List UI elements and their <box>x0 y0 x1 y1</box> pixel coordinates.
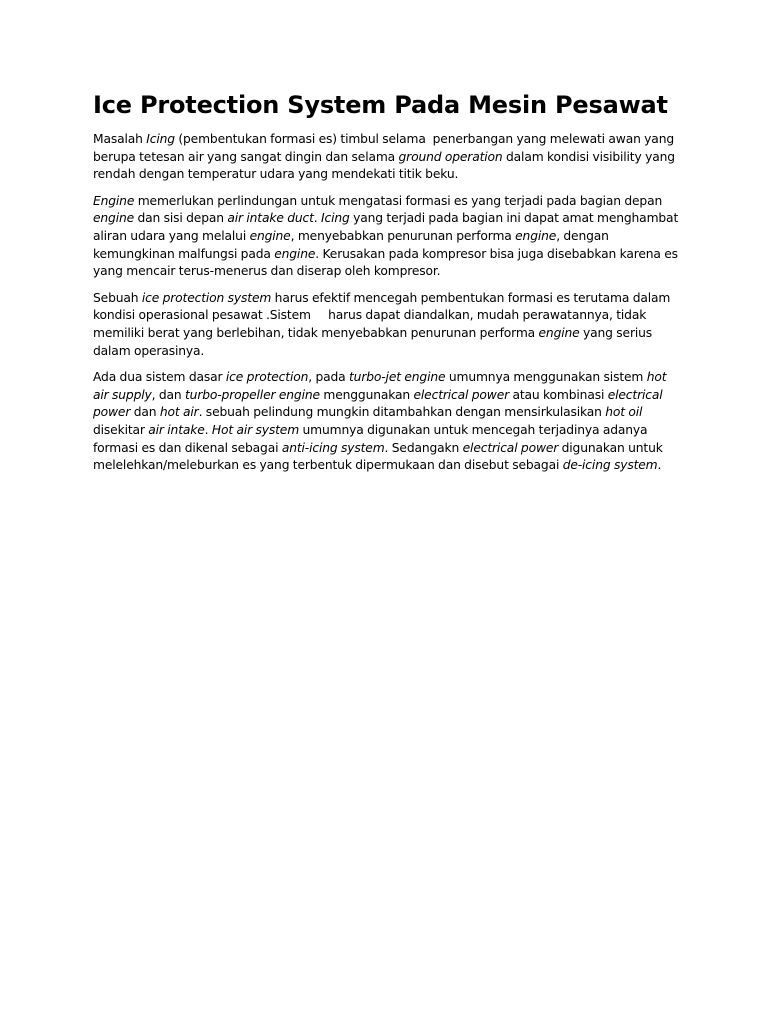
text-run: digunakan untuk melelehkan/meleburkan es yang terbentuk dipermukaan dan disebut sebagai <box>93 440 667 473</box>
text-run: . Kerusakan pada kompresor bisa juga disebabkan karena es yang mencair terus-menerus dan diserap oleh kompresor. <box>93 246 682 279</box>
italic-term: ice protection <box>225 370 309 385</box>
text-run: umumnya digunakan untuk mencegah terjadinya adanya formasi es dan dikenal sebagai <box>93 422 651 455</box>
italic-term: engine <box>274 246 316 261</box>
italic-term: engine <box>515 228 557 243</box>
italic-term: engine <box>538 325 580 340</box>
text-run: . <box>313 211 322 226</box>
text-run: menggunakan <box>319 387 414 402</box>
document-page <box>93 86 683 484</box>
text-run: harus efektif mencegah pembentukan formasi es terutama dalam kondisi operasional pesawat .Sistem harus dapat diandalkan, mudah perawatannya, tidak memiliki berat yang berlebihan, tidak menyebabkan penurunan performa <box>93 290 674 340</box>
italic-term: electrical power <box>413 387 510 402</box>
text-run: dalam kondisi visibility yang rendah dengan temperatur udara yang mendekati titik beku. <box>93 149 679 182</box>
text-run: yang terjadi pada bagian ini dapat amat menghambat aliran udara yang melalui <box>93 211 682 243</box>
italic-term: engine <box>249 228 291 243</box>
italic-term: turbo-propeller engine <box>185 387 320 402</box>
text-run: , pada <box>308 370 350 385</box>
paragraph-system-requirements <box>93 290 683 360</box>
paragraph-engine-protection <box>93 193 683 281</box>
italic-term: Engine <box>93 193 135 208</box>
text-run: . sebuah pelindung mungkin ditambahkan dengan mensirkulasikan <box>198 405 606 420</box>
document-body <box>93 131 683 475</box>
text-run: . <box>204 422 212 437</box>
text-run: . <box>657 458 662 473</box>
italic-term: air intake duct <box>227 211 314 226</box>
text-run: (pembentukan formasi es) timbul selama penerbangan yang melewati awan yang berupa tetesan air yang sangat dingin dan selama <box>93 132 678 164</box>
paragraph-icing-intro <box>93 131 683 184</box>
text-run: umumnya menggunakan sistem <box>445 370 647 385</box>
italic-term: air intake <box>148 422 205 437</box>
text-run: yang serius dalam operasinya. <box>93 325 656 358</box>
italic-term: Icing <box>321 211 350 226</box>
text-run: , dengan kemungkinan malfungsi pada <box>93 228 613 261</box>
text-run: Ada dua sistem dasar <box>93 370 226 385</box>
italic-term: Hot air system <box>211 422 300 437</box>
paragraph-basic-systems <box>93 369 683 475</box>
text-run: . Sedangakn <box>384 440 463 455</box>
italic-term: Icing <box>146 132 175 146</box>
italic-term: engine <box>93 211 135 226</box>
italic-term: ice protection system <box>141 290 272 305</box>
italic-term: electrical power <box>93 387 666 420</box>
text-run: dan sisi depan <box>134 211 228 226</box>
text-run: dan <box>130 405 160 420</box>
text-run: Masalah <box>93 132 147 146</box>
text-run: atau kombinasi <box>509 387 608 402</box>
italic-term: turbo-jet engine <box>349 370 446 385</box>
italic-term: ground operation <box>398 149 503 164</box>
italic-term: hot air supply <box>93 370 670 402</box>
italic-term: de-icing system <box>562 458 658 473</box>
italic-term: anti-icing system <box>281 440 385 455</box>
italic-term: electrical power <box>462 440 559 455</box>
italic-term: hot air <box>159 405 199 420</box>
text-run: Sebuah <box>93 290 142 305</box>
text-run: , dan <box>151 387 185 402</box>
text-run: memerlukan perlindungan untuk mengatasi formasi es yang terjadi pada bagian depan <box>134 193 666 208</box>
text-run: disekitar <box>93 405 646 437</box>
document-title: Ice Protection System Pada Mesin Pesawat <box>93 91 668 119</box>
italic-term: hot oil <box>605 405 643 420</box>
text-run: , menyebabkan penurunan performa <box>290 228 516 243</box>
